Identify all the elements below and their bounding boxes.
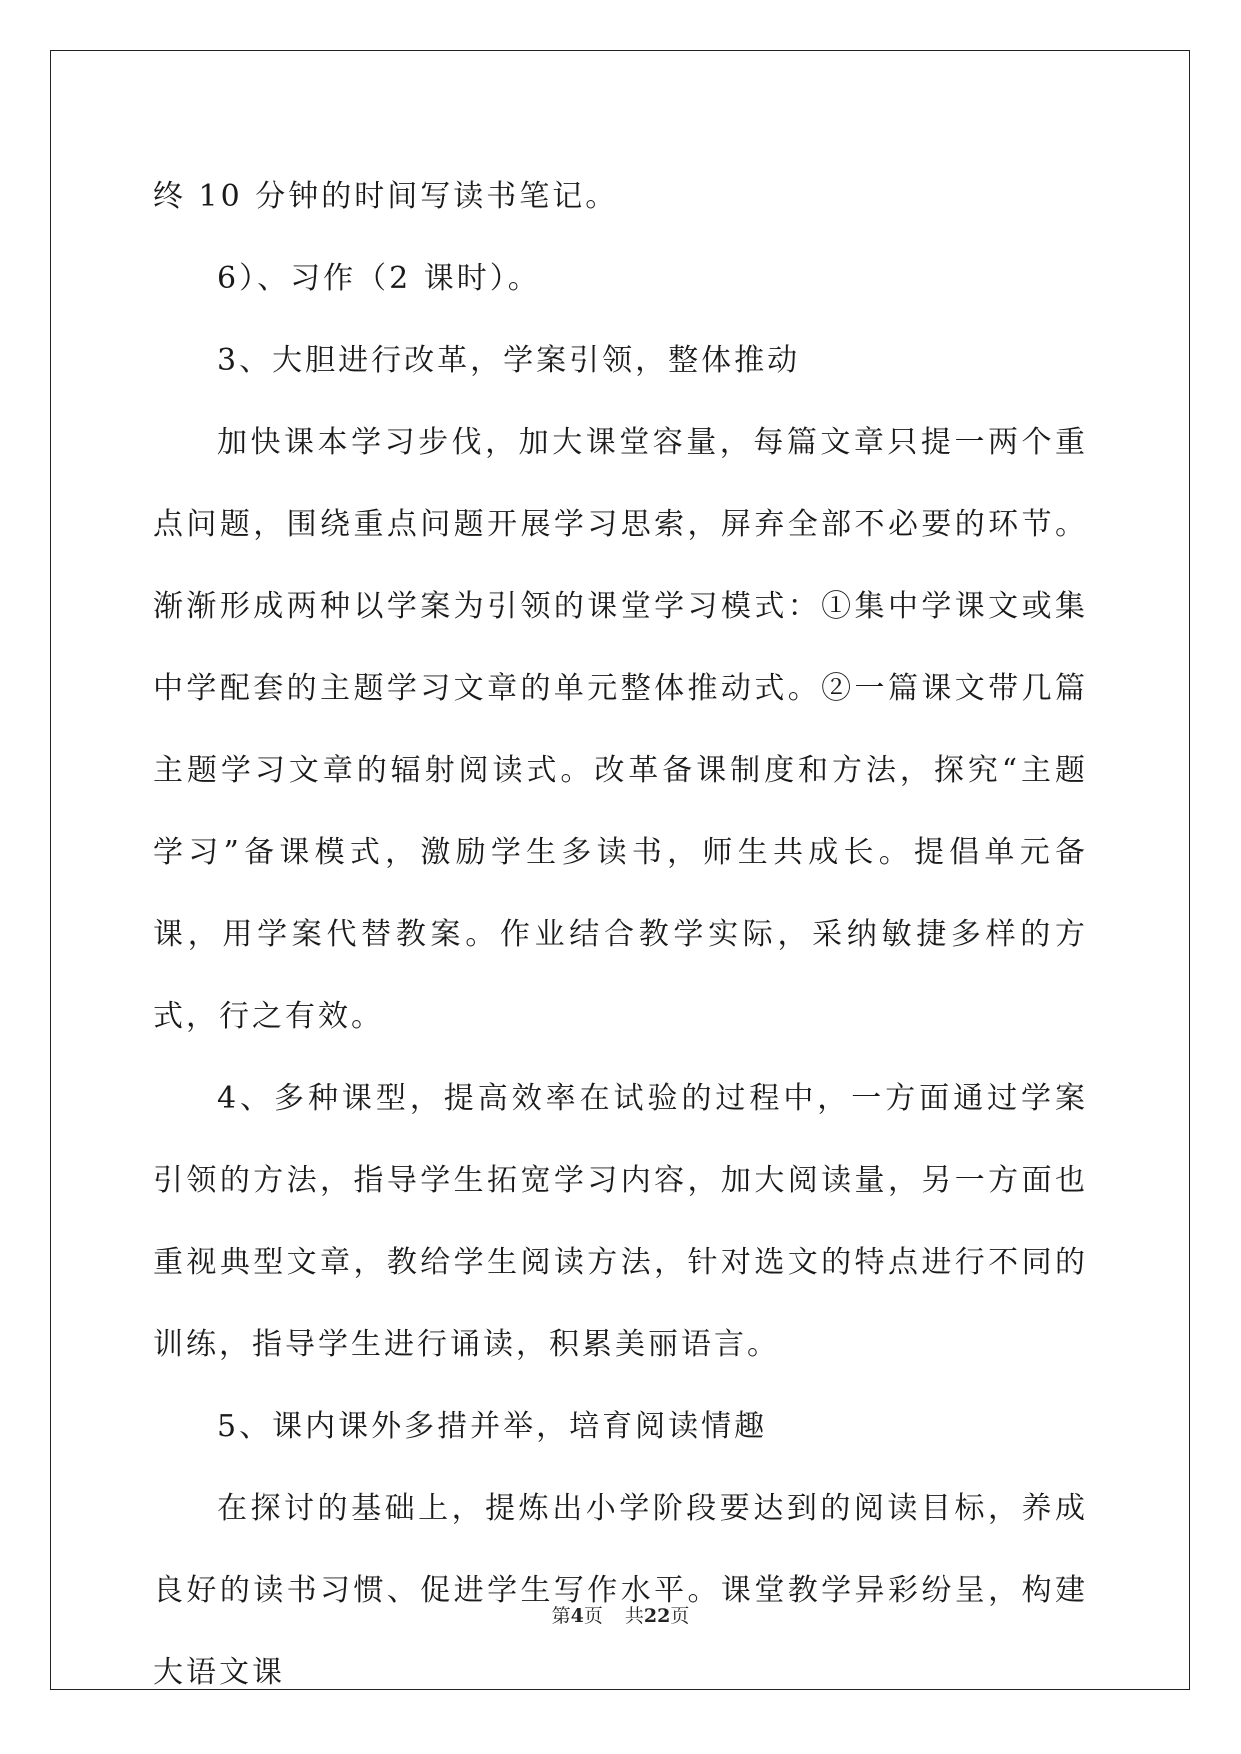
paragraph-4: 加快课本学习步伐，加大课堂容量，每篇文章只提一两个重点问题，围绕重点问题开展学习思索，屏弃全部不必要的环节。渐渐形成两种以学案为引领的课堂学习模式：①集中学课文或集中学配套的主题学习文章的单元整体推动式。②一篇课文带几篇主题学习文章的辐射阅读式。改革备课制度和方法，探究“主题学习”备课模式，激励学生多读书，师生共成长。提倡单元备课，用学案代替教案。作业结合教学实际，采纳敏捷多样的方式，行之有效。 xyxy=(153,425,1088,1034)
section-heading-3: 3、大胆进行改革，学案引领，整体推动 xyxy=(217,343,801,378)
total-suffix: 页 xyxy=(670,1605,690,1627)
paragraph-1: 终 10 分钟的时间写读书笔记。 xyxy=(153,179,619,214)
page-suffix: 页 xyxy=(583,1605,603,1627)
page-prefix: 第 xyxy=(551,1605,571,1627)
page-footer xyxy=(0,1601,1241,1628)
document-body xyxy=(153,156,1088,1714)
page-number: 4 xyxy=(570,1605,584,1627)
total-pages: 22 xyxy=(643,1605,671,1627)
total-prefix: 共 xyxy=(624,1605,644,1627)
section-heading-4: 4、多种课型，提高效率在试验的过程中，一方面通过学案引领的方法，指导学生拓宽学习内容，加大阅读量，另一方面也重视典型文章，教给学生阅读方法，针对选文的特点进行不同的训练，指导学生进行诵读，积累美丽语言。 xyxy=(153,1081,1088,1362)
paragraph-7: 在探讨的基础上，提炼出小学阶段要达到的阅读目标，养成良好的读书习惯、促进学生写作水平。课堂教学异彩纷呈，构建大语文课 xyxy=(153,1491,1088,1690)
paragraph-2: 6）、习作（2 课时）。 xyxy=(217,261,541,296)
section-heading-5: 5、课内课外多措并举，培育阅读情趣 xyxy=(217,1409,768,1444)
